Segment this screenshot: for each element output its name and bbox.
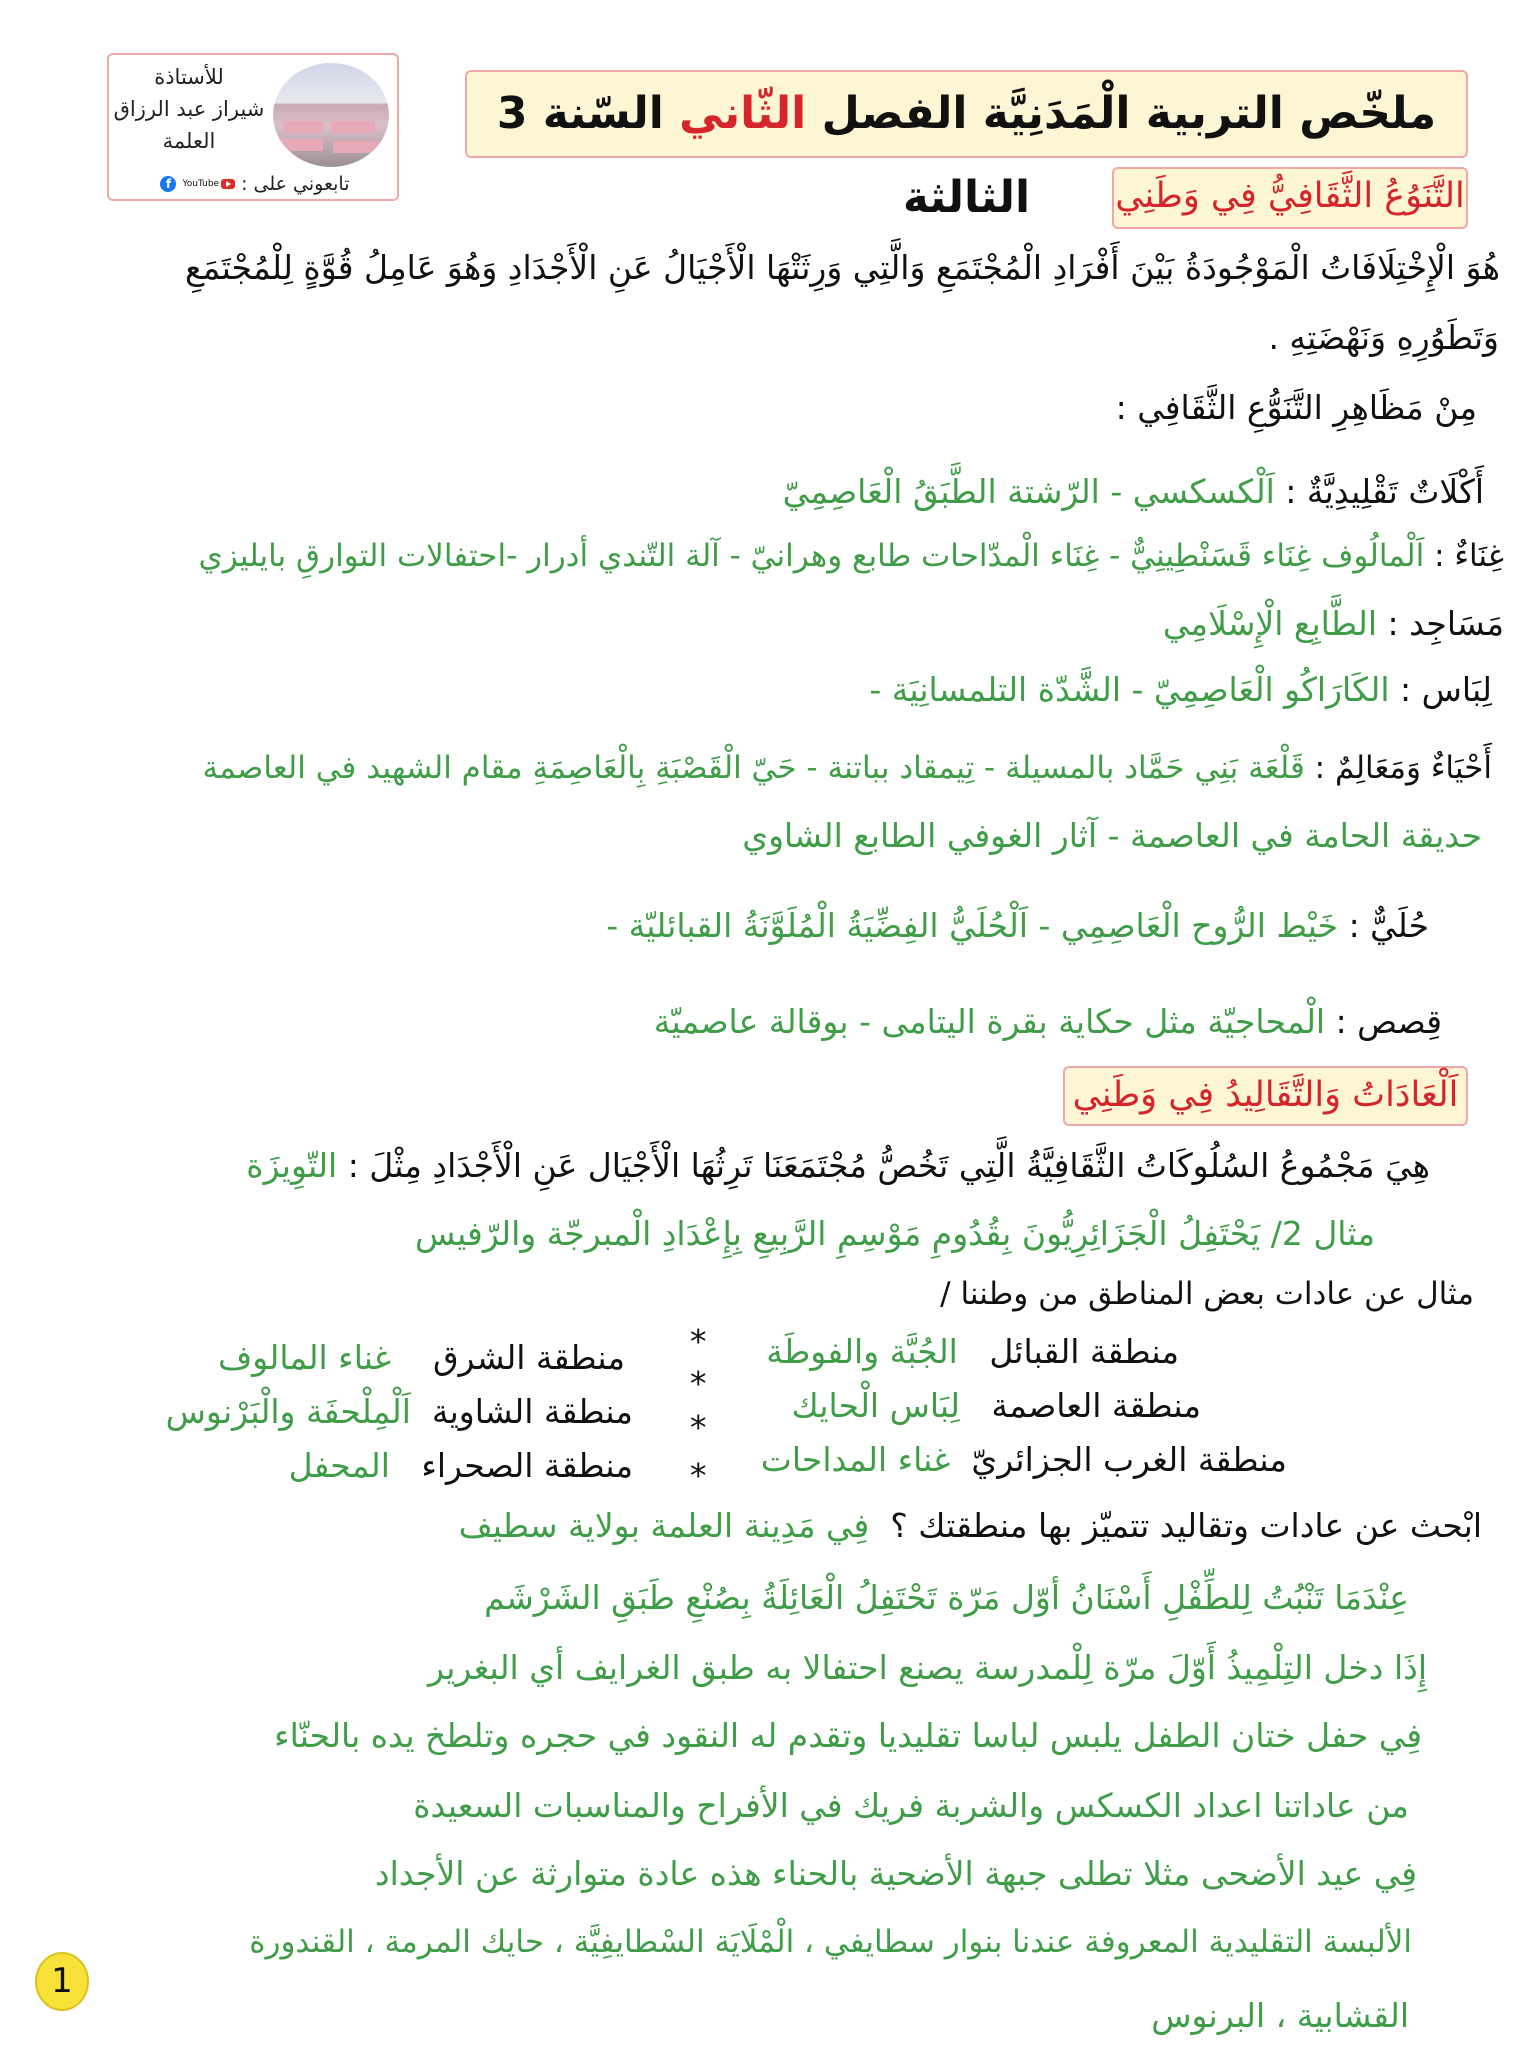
- answer-6: الألبسة التقليدية المعروفة عندنا بنوار سطايفي ، الْمْلَايَة السْطايفِيَّة ، حايك المرمة ، القندورة: [249, 1924, 1412, 1960]
- star-bullet: *: [690, 1408, 707, 1447]
- aspects-heading: مِنْ مَظَاهِرِ التَّنَوُّعِ الثَّقَافِي :: [1115, 388, 1477, 427]
- region-row-5: منطقة الشاوية اَلْمِلْحفَة والْبَرْنوس: [165, 1392, 633, 1431]
- item-food: أَكْلَاتٌ تَقْلِيدِيَّةٌ : اَلْكسكسي - الرّشتة الطَّبَقُ الْعَاصِمِيّ: [782, 472, 1484, 511]
- author-name: شيراز عبد الرزاق: [113, 97, 265, 121]
- answer-7: القشابية ، البرنوس: [1151, 1996, 1409, 2035]
- star-bullet: *: [690, 1322, 707, 1361]
- item-landmarks: أَحْيَاءٌ وَمَعَالِمٌ : قَلْعَة بَنِي حَمَّاد بالمسيلة - تِيمقاد بباتنة - حَيّ الْقَصْبَةِ بِالْعَاصِمَةِ مقام الشهيد في العاصمة: [202, 750, 1492, 786]
- definition-line-1: هُوَ الْإِخْتِلَافَاتُ الْمَوْجُودَةُ بَيْنَ أَفْرَادِ الْمُجْتَمَعِ وَالَّتِي وَرِثَتْهَا الْأَجْيَالُ عَنِ الْأَجْدَادِ وَهُوَ عَامِلُ قُوَّةٍ لِلْمُجْتَمَعِ: [184, 248, 1500, 287]
- classroom-photo: [273, 63, 389, 167]
- section-heading-customs: اَلْعَادَاتُ وَالتَّقَالِيدُ فِي وَطَنِي: [1063, 1066, 1468, 1126]
- follow-line: [115, 173, 395, 195]
- star-bullet: *: [690, 1364, 707, 1403]
- answer-1: عِنْدَمَا تَنْبُتُ لِلطِّفْلِ أَسْنَانُ أوّل مَرّة تَحْتَفِلُ الْعَائِلَةُ بِصُنْعِ طَبَقِ الشَرْشَم: [484, 1578, 1409, 1617]
- follow-label: تابعوني على :: [241, 173, 350, 195]
- region-row-6: منطقة الصحراء المحفل: [288, 1446, 633, 1485]
- example-2: مثال 2/ يَحْتَفِلُ الْجَزَائِرِيُّونَ بِقُدُومِ مَوْسِمِ الرَّبِيعِ بِإِعْدَادِ الْمبرجّة والرّفيس: [415, 1214, 1375, 1253]
- answer-2: إِذَا دخل التِلْمِيذُ أَوّلَ مرّة لِلْمدرسة يصنع احتفالا به طبق الغرايف أي البغرير: [428, 1648, 1427, 1687]
- region-row-4: منطقة الشرق غناء المالوف: [218, 1338, 625, 1377]
- item-stories: قِصص : الْمحاجيّة مثل حكاية بقرة اليتامى - بوقالة عاصميّة: [653, 1002, 1442, 1041]
- item-clothing: لِبَاس : الكَارَاكُو الْعَاصِمِيّ - الشَّدّة التلمسانِيَة -: [869, 670, 1492, 709]
- title-part3: السّنة 3 الثالثة: [496, 88, 1031, 223]
- title-part1: ملخّص التربية الْمَدَنِيَّة الفصل: [806, 88, 1437, 139]
- star-bullet: *: [690, 1456, 707, 1495]
- research-question: ابْحث عن عادات وتقاليد تتميّز بها منطقتك ؟ فِي مَدِينة العلمة بولاية سطيف: [458, 1506, 1482, 1545]
- item-landmarks-cont: حديقة الحامة في العاصمة - آثار الغوفي الطابع الشاوي: [742, 816, 1482, 855]
- item-mosques: مَسَاجِد : الطَّابِع الْإِسْلَامِي: [1162, 604, 1504, 643]
- facebook-icon[interactable]: f: [160, 176, 176, 192]
- regions-heading: مثال عن عادات بعض المناطق من وطننا /: [940, 1276, 1474, 1312]
- youtube-icon[interactable]: YouTube: [182, 179, 235, 189]
- customs-definition: هِيَ مَجْمُوعُ السُلُوكَاتُ الثَّقَافِيَّةُ الَّتِي تَخُصُّ مُجْتَمَعَنَا تَرِثُهَا الْأَجْيَال عَنِ الْأَجْدَادِ مِثْلَ : التّوِيزَة: [246, 1146, 1430, 1185]
- definition-line-2: وَتَطَوُرِهِ وَنَهْضَتِهِ .: [1268, 318, 1499, 357]
- author-info: [113, 61, 265, 157]
- region-row-3: منطقة الغرب الجزائريّ غناء المداحات: [760, 1440, 1287, 1479]
- author-card: [107, 53, 399, 201]
- item-jewelry: حُلَيٌّ : خَيْط الرُّوح الْعَاصِمِي - اَلْحُلَيُّ الفِضِّيَةُ الْمُلَوَّنَةُ القبائليّة -: [606, 906, 1429, 945]
- region-row-1: منطقة القبائل الجُبَّة والفوطَة: [766, 1332, 1179, 1371]
- author-prefix: للأستاذة: [154, 65, 224, 89]
- title-part2: الثّاني: [679, 88, 807, 139]
- region-row-2: منطقة العاصمة لِبَاس الْحايك: [791, 1386, 1201, 1425]
- answer-3: فِي حفل ختان الطفل يلبس لباسا تقليديا وتقدم له النقود في حجره وتلطخ يده بالحنّاء: [274, 1716, 1422, 1755]
- item-music: غِنَاءٌ : اَلْمالُوف غِنَاء قَسَنْطِينِيٌّ - غِنَاء الْمدّاحات طابع وهرانيّ - آلة التّندي أدرار -احتفالات التوارقِ بايليزي: [198, 538, 1504, 574]
- answer-4: من عاداتنا اعداد الكسكس والشربة فريك في الأفراح والمناسبات السعيدة: [413, 1786, 1409, 1825]
- answer-5: فِي عيد الأضحى مثلا تطلى جبهة الأضحية بالحناء هذه عادة متوارثة عن الأجداد: [374, 1854, 1417, 1893]
- author-city: العلمة: [162, 129, 216, 153]
- page-number: 1: [35, 1952, 89, 2011]
- section-heading-cultural-diversity: التَّنَوُعُ الثَّقَافِيُّ فِي وَطَنِي: [1112, 167, 1468, 229]
